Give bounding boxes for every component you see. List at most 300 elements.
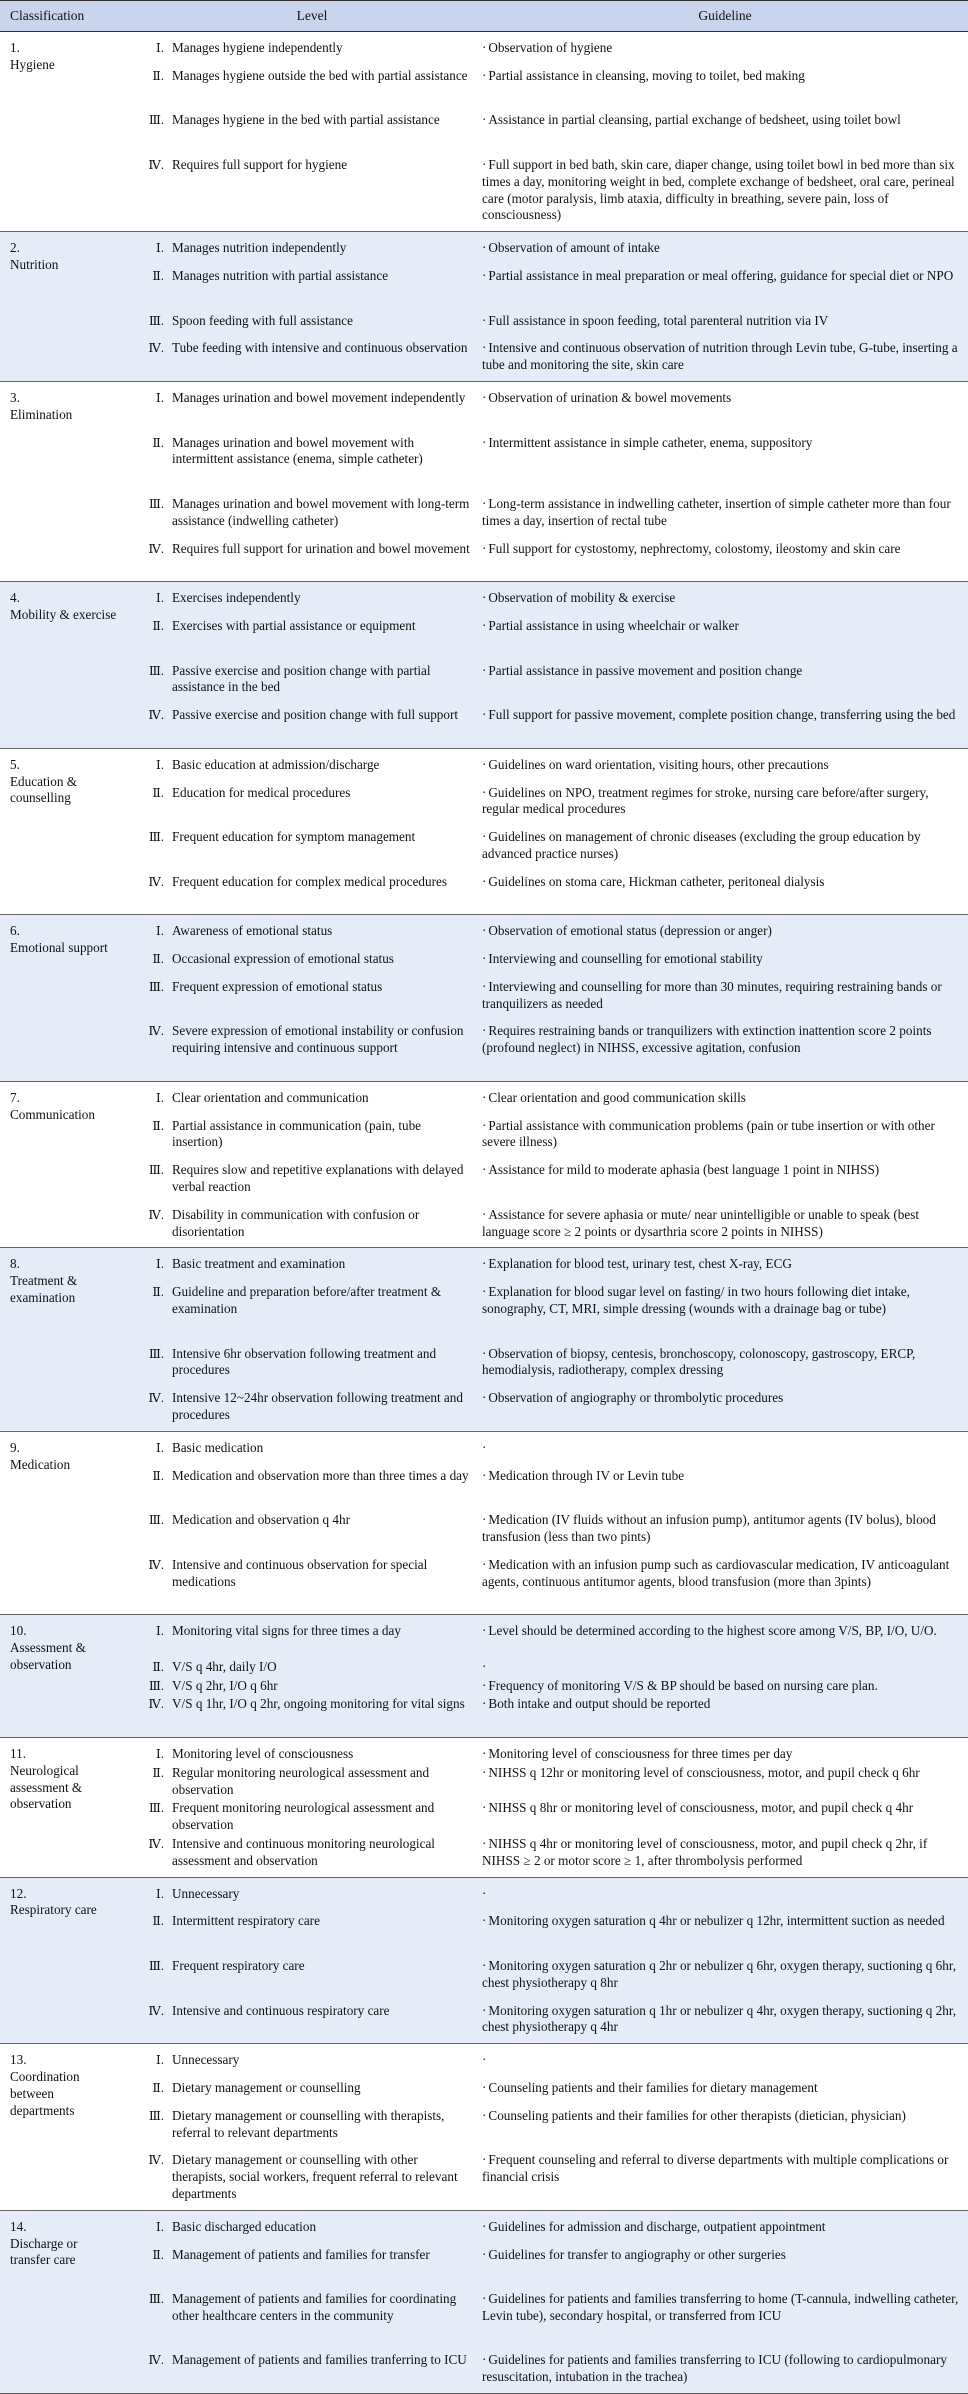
classification-name: Assessment & observation xyxy=(10,1639,86,1672)
level-text: Requires full support for hygiene xyxy=(172,156,348,172)
classification-name: Communication xyxy=(10,1106,95,1122)
level-item xyxy=(142,1958,474,1992)
level-roman: Ⅱ. xyxy=(152,785,164,800)
level-text: V/S q 1hr, I/O q 2hr, ongoing monitoring for vital signs xyxy=(172,1696,465,1712)
level-roman: Ⅱ. xyxy=(152,2247,164,2262)
level-item xyxy=(142,1557,474,1607)
level-roman: Ⅰ. xyxy=(155,1257,164,1272)
classification-cell xyxy=(0,915,142,1082)
guideline-text: · Guidelines on management of chronic diseases (excluding the group education by advanced practice nurses) xyxy=(482,829,960,863)
level-roman: Ⅲ. xyxy=(148,113,164,128)
group-6 xyxy=(0,915,968,1082)
level-text: Frequent expression of emotional status xyxy=(172,978,383,994)
classification-number: 14. xyxy=(10,2218,27,2234)
guideline-text: · Both intake and output should be reported xyxy=(482,1696,960,1730)
level-roman: Ⅱ. xyxy=(152,1468,164,1483)
classification-name: Treatment & examination xyxy=(10,1273,78,1306)
group-5 xyxy=(0,748,968,915)
level-item xyxy=(142,663,474,697)
level-roman: Ⅱ. xyxy=(152,618,164,633)
level-roman: Ⅲ. xyxy=(148,1163,164,1178)
level-roman: Ⅱ. xyxy=(152,435,164,450)
level-item xyxy=(142,874,474,908)
classification-cell xyxy=(0,1877,142,2044)
level-text: Passive exercise and position change with full support xyxy=(172,707,459,723)
level-text: Exercises independently xyxy=(172,590,301,606)
guideline-cell xyxy=(482,1431,968,1614)
classification-cell xyxy=(0,1431,142,1614)
group-10 xyxy=(0,1615,968,1738)
level-text: Education for medical procedures xyxy=(172,784,351,800)
level-text: Intensive 12~24hr observation following treatment and procedures xyxy=(172,1390,463,1423)
level-roman: Ⅰ. xyxy=(155,924,164,939)
guideline-text: · Assistance in partial cleansing, partial exchange of bedsheet, using toilet bowl xyxy=(482,112,960,146)
level-roman: Ⅱ. xyxy=(152,1118,164,1133)
level-roman: Ⅳ. xyxy=(148,708,164,723)
guideline-text xyxy=(482,1440,960,1457)
classification-name: Mobility & exercise xyxy=(10,606,117,622)
guideline-text: · Guidelines for transfer to angiography or other surgeries xyxy=(482,2247,960,2281)
table-row xyxy=(0,1877,968,2044)
group-7 xyxy=(0,1081,968,1248)
level-cell xyxy=(142,232,482,382)
level-text: Manages hygiene in the bed with partial assistance xyxy=(172,112,440,128)
level-text: Disability in communication with confusion or disorientation xyxy=(172,1206,420,1239)
classification-name: Emotional support xyxy=(10,940,108,956)
guideline-text: · Observation of amount of intake xyxy=(482,240,960,257)
guideline-text: · Full support for passive movement, complete position change, transferring using the bed xyxy=(482,707,960,741)
level-roman: Ⅳ. xyxy=(148,1697,164,1712)
classification-number: 8. xyxy=(10,1256,20,1272)
level-roman: Ⅳ. xyxy=(148,1836,164,1851)
guideline-text: · Long-term assistance in indwelling catheter, insertion of simple catheter more than four times a day, insertion of rectal tube xyxy=(482,496,960,530)
guideline-text xyxy=(482,1886,960,1903)
level-text: Requires full support for urination and bowel movement xyxy=(172,540,470,556)
table-row xyxy=(0,1615,968,1738)
level-text: Monitoring level of consciousness xyxy=(172,1745,354,1761)
level-cell xyxy=(142,381,482,581)
level-text: Manages nutrition with partial assistance xyxy=(172,267,389,283)
table-row xyxy=(0,2210,968,2393)
level-text: V/S q 2hr, I/O q 6hr xyxy=(172,1677,278,1693)
guideline-text: · Intensive and continuous observation of nutrition through Levin tube, G-tube, inserting a tube and monitoring the site, skin care xyxy=(482,340,960,374)
level-item xyxy=(142,1162,474,1196)
level-roman: Ⅳ. xyxy=(148,2353,164,2368)
level-cell xyxy=(142,1615,482,1738)
classification-name: Education & counselling xyxy=(10,773,78,806)
level-item xyxy=(142,1678,474,1695)
level-item xyxy=(142,1836,474,1870)
guideline-text: · Frequent counseling and referral to diverse departments with multiple complications or financial crisis xyxy=(482,2152,960,2202)
level-item xyxy=(142,240,474,257)
level-text: Manages urination and bowel movement with long-term assistance (indwelling catheter) xyxy=(172,495,470,528)
guideline-text: · Observation of urination & bowel movements xyxy=(482,390,960,424)
guideline-text: · Guidelines for patients and families transferring to home (T-cannula, indwelling catheter, Levin tube), secondary hospital, or transferred from ICU xyxy=(482,2291,960,2341)
level-item xyxy=(142,268,474,302)
level-item xyxy=(142,618,474,652)
group-14 xyxy=(0,2210,968,2393)
guideline-text: · Frequency of monitoring V/S & BP should be based on nursing care plan. xyxy=(482,1678,960,1695)
guideline-text: · Guidelines for patients and families transferring to ICU (following to cardiopulmonary resuscitation, intubation in the trachea) xyxy=(482,2352,960,2386)
level-item xyxy=(142,757,474,774)
guideline-text: · Clear orientation and good communication skills xyxy=(482,1090,960,1107)
level-roman: Ⅲ. xyxy=(148,663,164,678)
level-text: Unnecessary xyxy=(172,2052,240,2068)
level-roman: Ⅱ. xyxy=(152,952,164,967)
level-item xyxy=(142,2152,474,2202)
level-roman: Ⅳ. xyxy=(148,1207,164,1222)
level-item xyxy=(142,1512,474,1546)
level-text: Management of patients and families for coordinating other healthcare centers in the community xyxy=(172,2291,457,2323)
table-row xyxy=(0,582,968,749)
guideline-cell xyxy=(482,2210,968,2393)
level-text: Requires slow and repetitive explanations with delayed verbal reaction xyxy=(172,1162,464,1195)
guideline-text: · Medication (IV fluids without an infusion pump), antitumor agents (IV bolus), blood transfusion (less than two pints) xyxy=(482,1512,960,1546)
classification-number: 9. xyxy=(10,1439,20,1455)
classification-number: 4. xyxy=(10,590,20,606)
guideline-text: · Assistance for mild to moderate aphasia (best language 1 point in NIHSS) xyxy=(482,1162,960,1196)
level-item xyxy=(142,157,474,224)
guideline-text: · Full support for cystostomy, nephrectomy, colostomy, ileostomy and skin care xyxy=(482,541,960,575)
level-item xyxy=(142,1440,474,1457)
level-roman: Ⅳ. xyxy=(148,157,164,172)
classification-name: Elimination xyxy=(10,406,73,422)
level-item xyxy=(142,2052,474,2069)
level-text: Tube feeding with intensive and continuous observation xyxy=(172,340,468,356)
level-item xyxy=(142,313,474,330)
group-2 xyxy=(0,232,968,382)
level-text: Guideline and preparation before/after treatment & examination xyxy=(172,1284,442,1317)
guideline-text: · Requires restraining bands or tranquilizers with extinction inattention score 2 points (profound neglect) in NIHSS, excessive agitation, confusion xyxy=(482,1023,960,1073)
level-roman: Ⅲ. xyxy=(148,313,164,328)
group-3 xyxy=(0,381,968,581)
guideline-text: · Monitoring oxygen saturation q 4hr or nebulizer q 12hr, intermittent suction as needed xyxy=(482,1913,960,1947)
level-text: Manages urination and bowel movement with intermittent assistance (enema, simple catheter) xyxy=(172,434,423,467)
guideline-text: · Counseling patients and their families for dietary management xyxy=(482,2080,960,2097)
guideline-text: · Assistance for severe aphasia or mute/ near unintelligible or unable to speak (best language score ≥ 2 points or dysarthria score 2 points in NIHSS) xyxy=(482,1207,960,1241)
level-text: Exercises with partial assistance or equipment xyxy=(172,617,416,633)
level-text: Frequent monitoring neurological assessment and observation xyxy=(172,1800,435,1833)
level-roman: Ⅲ. xyxy=(148,1958,164,1973)
table-row xyxy=(0,232,968,382)
level-roman: Ⅳ. xyxy=(148,541,164,556)
guideline-cell xyxy=(482,1081,968,1248)
level-text: Partial assistance in communication (pain, tube insertion) xyxy=(172,1117,422,1150)
level-text: Clear orientation and communication xyxy=(172,1089,369,1105)
guideline-cell xyxy=(482,232,968,382)
classification-number: 13. xyxy=(10,2052,27,2068)
level-item xyxy=(142,1696,474,1730)
table-row xyxy=(0,381,968,581)
guideline-text: · Intermittent assistance in simple catheter, enema, suppository xyxy=(482,435,960,485)
classification-cell xyxy=(0,381,142,581)
guideline-text: · Level should be determined according to the highest score among V/S, BP, I/O, U/O. xyxy=(482,1623,960,1657)
guideline-text: · Medication with an infusion pump such as cardiovascular medication, IV anticoagulant agents, continuous antitumor agents, blood transfusion (more than 3pints) xyxy=(482,1557,960,1607)
level-cell xyxy=(142,1081,482,1248)
guideline-cell xyxy=(482,1737,968,1877)
guideline-cell xyxy=(482,1248,968,1431)
level-roman: Ⅱ. xyxy=(152,2080,164,2095)
guideline-text: · Full assistance in spoon feeding, total parenteral nutrition via IV xyxy=(482,313,960,330)
level-item xyxy=(142,707,474,741)
classification-number: 7. xyxy=(10,1089,20,1105)
level-roman: Ⅳ. xyxy=(148,341,164,356)
guideline-text: · Monitoring level of consciousness for three times per day xyxy=(482,1746,960,1763)
classification-name: Neurological assessment & observation xyxy=(10,1762,83,1812)
guideline-text: · Medication through IV or Levin tube xyxy=(482,1468,960,1502)
group-1 xyxy=(0,32,968,232)
group-4 xyxy=(0,582,968,749)
level-item xyxy=(142,1623,474,1657)
group-12 xyxy=(0,1877,968,2044)
guideline-cell xyxy=(482,1615,968,1738)
level-roman: Ⅰ. xyxy=(155,1746,164,1761)
guideline-text: · Interviewing and counselling for more than 30 minutes, requiring restraining bands or tranquilizers as needed xyxy=(482,979,960,1013)
guideline-text: · Partial assistance in cleansing, moving to toilet, bed making xyxy=(482,68,960,102)
level-text: Unnecessary xyxy=(172,1885,240,1901)
level-text: Basic education at admission/discharge xyxy=(172,756,380,772)
guideline-text: · Observation of biopsy, centesis, bronchoscopy, colonoscopy, gastroscopy, ERCP, hemodialysis, radiotherapy, complex dressing xyxy=(482,1346,960,1380)
level-roman: Ⅱ. xyxy=(152,1285,164,1300)
level-item xyxy=(142,68,474,102)
level-text: Intensive 6hr observation following treatment and procedures xyxy=(172,1345,437,1378)
classification-name: Nutrition xyxy=(10,256,59,272)
guideline-text: · NIHSS q 8hr or monitoring level of consciousness, motor, and pupil check q 4hr xyxy=(482,1800,960,1834)
guideline-text: · Guidelines on stoma care, Hickman catheter, peritoneal dialysis xyxy=(482,874,960,908)
table-row xyxy=(0,32,968,232)
table-row xyxy=(0,1431,968,1614)
level-item xyxy=(142,2219,474,2236)
level-roman: Ⅰ. xyxy=(155,2053,164,2068)
classification-cell xyxy=(0,232,142,382)
classification-number: 2. xyxy=(10,240,20,256)
level-text: Intensive and continuous respiratory care xyxy=(172,2002,390,2018)
level-roman: Ⅱ. xyxy=(152,268,164,283)
level-item xyxy=(142,785,474,819)
level-text: Dietary management or counselling xyxy=(172,2079,361,2095)
level-cell xyxy=(142,1737,482,1877)
guideline-text: · Explanation for blood sugar level on fasting/ in two hours following diet intake, sonography, CT, MRI, simple dressing (wounds with a drainage bag or tube) xyxy=(482,1284,960,1334)
guideline-text: · Observation of mobility & exercise xyxy=(482,590,960,607)
guideline-cell xyxy=(482,32,968,232)
header-guideline: Guideline xyxy=(482,1,968,32)
classification-name: Coordination between departments xyxy=(10,2068,80,2118)
level-item xyxy=(142,1886,474,1903)
level-item xyxy=(142,390,474,424)
level-item xyxy=(142,496,474,530)
level-roman: Ⅰ. xyxy=(155,591,164,606)
guideline-text: · Partial assistance in using wheelchair or walker xyxy=(482,618,960,652)
level-item xyxy=(142,1090,474,1107)
level-text: Frequent education for complex medical procedures xyxy=(172,873,447,889)
level-roman: Ⅳ. xyxy=(148,2153,164,2168)
classification-number: 3. xyxy=(10,389,20,405)
level-roman: Ⅰ. xyxy=(155,1886,164,1901)
classification-number: 1. xyxy=(10,40,20,55)
guideline-text: · Partial assistance in meal preparation or meal offering, guidance for special diet or NPO xyxy=(482,268,960,302)
classification-name: Hygiene xyxy=(10,56,55,72)
classification-number: 11. xyxy=(10,1745,26,1761)
level-item xyxy=(142,435,474,485)
level-roman: Ⅱ. xyxy=(152,1659,164,1674)
level-cell xyxy=(142,2210,482,2393)
guideline-text: · Observation of angiography or thrombolytic procedures xyxy=(482,1390,960,1424)
classification-cell xyxy=(0,32,142,232)
level-item xyxy=(142,923,474,940)
level-text: Passive exercise and position change with partial assistance in the bed xyxy=(172,662,431,695)
level-text: Frequent respiratory care xyxy=(172,1957,305,1973)
level-item xyxy=(142,1284,474,1334)
level-text: Management of patients and families for transfer xyxy=(172,2246,430,2262)
level-cell xyxy=(142,915,482,1082)
level-item xyxy=(142,2352,474,2386)
classification-cell xyxy=(0,1615,142,1738)
level-item xyxy=(142,1800,474,1834)
classification-name: Discharge or transfer care xyxy=(10,2235,78,2268)
level-item xyxy=(142,1659,474,1676)
guideline-cell xyxy=(482,2044,968,2211)
level-item xyxy=(142,2080,474,2097)
level-roman: Ⅰ. xyxy=(155,390,164,405)
level-text: Manages hygiene outside the bed with partial assistance xyxy=(172,67,468,83)
level-cell xyxy=(142,582,482,749)
level-item xyxy=(142,340,474,374)
level-item xyxy=(142,829,474,863)
level-roman: Ⅳ. xyxy=(148,2003,164,2018)
level-cell xyxy=(142,1431,482,1614)
group-11 xyxy=(0,1737,968,1877)
level-roman: Ⅰ. xyxy=(155,1090,164,1105)
group-9 xyxy=(0,1431,968,1614)
guideline-text xyxy=(482,1659,960,1676)
classification-cell xyxy=(0,748,142,915)
level-text: Manages hygiene independently xyxy=(172,40,343,55)
level-roman: Ⅲ. xyxy=(148,2292,164,2307)
classification-number: 5. xyxy=(10,756,20,772)
level-roman: Ⅳ. xyxy=(148,1557,164,1572)
level-text: Basic medication xyxy=(172,1439,264,1455)
guideline-text: · Explanation for blood test, urinary test, chest X-ray, ECG xyxy=(482,1256,960,1273)
level-item xyxy=(142,2108,474,2142)
guideline-text: · Observation of hygiene xyxy=(482,40,960,57)
level-text: Spoon feeding with full assistance xyxy=(172,312,353,328)
level-text: Management of patients and families tranferring to ICU xyxy=(172,2352,467,2368)
table-row xyxy=(0,748,968,915)
level-item xyxy=(142,1023,474,1073)
guideline-text: · NIHSS q 12hr or monitoring level of consciousness, motor, and pupil check q 6hr xyxy=(482,1765,960,1799)
level-item xyxy=(142,2003,474,2037)
level-text: Intensive and continuous monitoring neurological assessment and observation xyxy=(172,1835,435,1868)
guideline-text: · Guidelines on ward orientation, visiting hours, other precautions xyxy=(482,757,960,774)
guideline-text: · Partial assistance with communication problems (pain or tube insertion or with other severe illness) xyxy=(482,1118,960,1152)
level-roman: Ⅳ. xyxy=(148,1391,164,1406)
classification-cell xyxy=(0,2210,142,2393)
level-cell xyxy=(142,2044,482,2211)
classification-cell xyxy=(0,1737,142,1877)
classification-number: 6. xyxy=(10,923,20,939)
header-row xyxy=(0,1,968,32)
level-item xyxy=(142,1746,474,1763)
level-item xyxy=(142,1913,474,1947)
table-row xyxy=(0,1248,968,1431)
guideline-cell xyxy=(482,1877,968,2044)
level-item xyxy=(142,1207,474,1241)
level-roman: Ⅱ. xyxy=(152,1914,164,1929)
level-roman: Ⅲ. xyxy=(148,2108,164,2123)
guideline-cell xyxy=(482,915,968,1082)
level-roman: Ⅱ. xyxy=(152,1765,164,1780)
level-text: Regular monitoring neurological assessment and observation xyxy=(172,1764,430,1797)
classification-cell xyxy=(0,582,142,749)
level-text: V/S q 4hr, daily I/O xyxy=(172,1658,277,1674)
guideline-text: · Guidelines for admission and discharge, outpatient appointment xyxy=(482,2219,960,2236)
level-item xyxy=(142,1256,474,1273)
classification-cell xyxy=(0,1081,142,1248)
level-roman: Ⅲ. xyxy=(148,1801,164,1816)
level-text: Medication and observation q 4hr xyxy=(172,1512,350,1528)
group-13 xyxy=(0,2044,968,2211)
guideline-text: · Guidelines on NPO, treatment regimes for stroke, nursing care before/after surgery, regular medical procedures xyxy=(482,785,960,819)
classification-name: Respiratory care xyxy=(10,1902,97,1918)
level-roman: Ⅳ. xyxy=(148,874,164,889)
level-text: Dietary management or counselling with other therapists, social workers, frequent referral to relevant departments xyxy=(172,2152,458,2201)
level-item xyxy=(142,1468,474,1502)
guideline-text: · Counseling patients and their families for other therapists (dietician, physician) xyxy=(482,2108,960,2142)
header-classification: Classification xyxy=(0,1,142,32)
level-text: Medication and observation more than three times a day xyxy=(172,1467,469,1483)
level-cell xyxy=(142,1248,482,1431)
level-roman: Ⅲ. xyxy=(148,979,164,994)
level-text: Manages urination and bowel movement independently xyxy=(172,389,466,405)
level-roman: Ⅰ. xyxy=(155,2219,164,2234)
level-item xyxy=(142,1390,474,1424)
level-text: Occasional expression of emotional status xyxy=(172,951,394,967)
level-item xyxy=(142,112,474,146)
level-cell xyxy=(142,1877,482,2044)
level-text: Frequent education for symptom management xyxy=(172,829,416,845)
level-roman: Ⅲ. xyxy=(148,1513,164,1528)
level-item xyxy=(142,590,474,607)
level-text: Basic discharged education xyxy=(172,2218,317,2234)
table-row xyxy=(0,1081,968,1248)
table-row xyxy=(0,2044,968,2211)
guideline-cell xyxy=(482,582,968,749)
level-item xyxy=(142,979,474,1013)
level-text: Severe expression of emotional instability or confusion requiring intensive and continuous support xyxy=(172,1023,464,1056)
level-cell xyxy=(142,32,482,232)
level-item xyxy=(142,1118,474,1152)
table-row xyxy=(0,915,968,1082)
level-roman: Ⅰ. xyxy=(155,241,164,256)
level-roman: Ⅲ. xyxy=(148,496,164,511)
level-text: Intermittent respiratory care xyxy=(172,1913,320,1929)
level-roman: Ⅲ. xyxy=(148,1678,164,1693)
level-item xyxy=(142,541,474,575)
level-roman: Ⅳ. xyxy=(148,1024,164,1039)
header-level: Level xyxy=(142,1,482,32)
level-item xyxy=(142,1765,474,1799)
classification-cell xyxy=(0,1248,142,1431)
guideline-text: · Observation of emotional status (depression or anger) xyxy=(482,923,960,940)
level-roman: Ⅰ. xyxy=(155,41,164,55)
guideline-text: · Full support in bed bath, skin care, diaper change, using toilet bowl in bed more than six times a day, monitoring weight in bed, complete exchange of bedsheet, oral care, perineal care (motor paralysis, limb ataxia, difficulty in breathing, severe pain, loss of consciousness) xyxy=(482,157,960,224)
level-cell xyxy=(142,748,482,915)
classification-number: 12. xyxy=(10,1885,27,1901)
classification-number: 10. xyxy=(10,1623,27,1639)
table-row xyxy=(0,1737,968,1877)
guideline-text: · Monitoring oxygen saturation q 2hr or nebulizer q 6hr, oxygen therapy, suctioning q 6hr, chest physiotherapy q 8hr xyxy=(482,1958,960,1992)
guideline-text: · Partial assistance in passive movement and position change xyxy=(482,663,960,697)
